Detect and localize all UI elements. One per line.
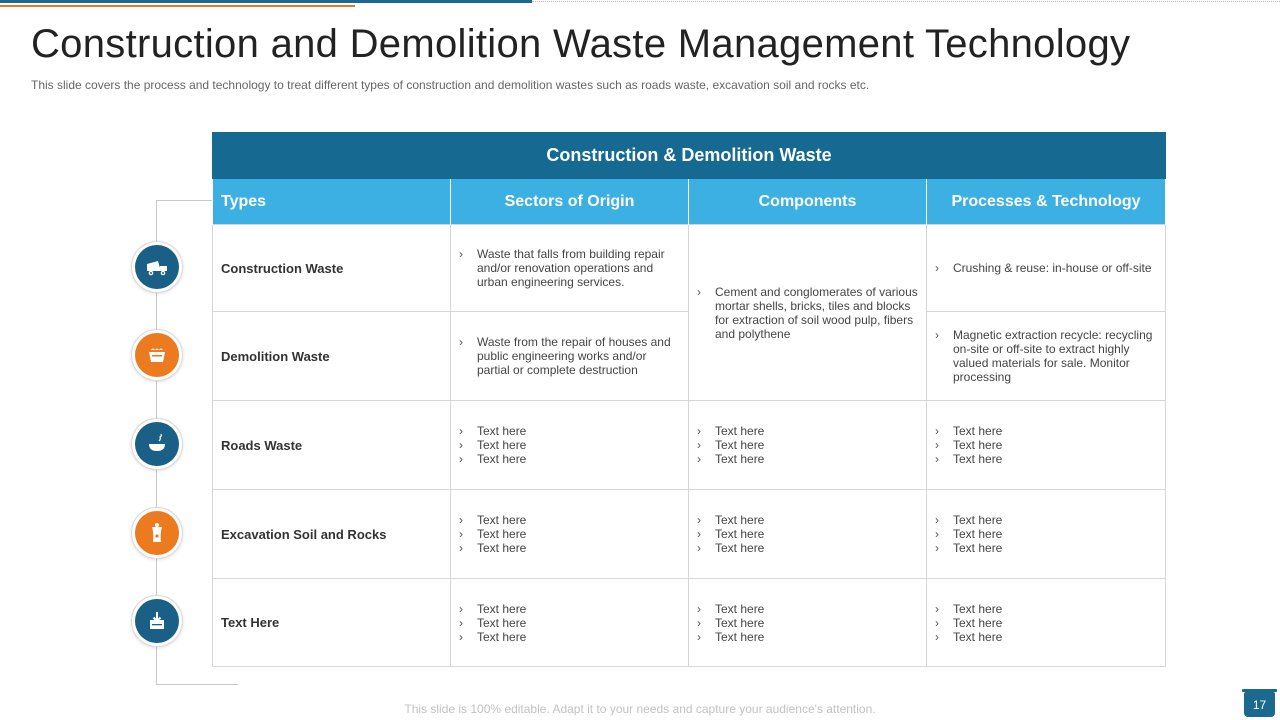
waste-container-icon: [135, 333, 179, 377]
table-row: [213, 490, 1166, 579]
type-cell: Roads Waste: [213, 401, 451, 490]
bullet-item: › Text here: [459, 513, 682, 527]
waste-management-table: [212, 132, 1166, 667]
bullet-item: › Text here: [459, 541, 682, 555]
process-cell: [927, 579, 1166, 667]
bullet-item: › Text here: [697, 424, 920, 438]
process-cell: [927, 312, 1166, 401]
bullet-item: › Text here: [459, 527, 682, 541]
origin-cell: [451, 225, 689, 312]
bullet-item: › Text here: [935, 452, 1159, 466]
roads-waste-icon-badge: [131, 418, 183, 470]
process-cell: [927, 401, 1166, 490]
download-box-icon: [135, 599, 179, 643]
bullet-item: › Text here: [697, 630, 920, 644]
column-header-components: Components: [689, 179, 927, 225]
process-cell: [927, 490, 1166, 579]
bullet-item: › Text here: [697, 602, 920, 616]
bullet-item: › Cement and conglomerates of various mortar shells, bricks, tiles and blocks for extraction of soil wood pulp, fibers and polythene: [697, 285, 920, 341]
bullet-item: › Magnetic extraction recycle: recycling on-site or off-site to extract highly valued materials for sale. Monitor processing: [935, 328, 1159, 384]
bullet-item: › Text here: [697, 513, 920, 527]
top-accent-dotted-line: [532, 1, 1280, 2]
bullet-item: › Text here: [697, 616, 920, 630]
bullet-item: › Text here: [935, 630, 1159, 644]
column-header-processes-technology: Processes & Technology: [927, 179, 1166, 225]
type-cell: Demolition Waste: [213, 312, 451, 401]
bullet-item: › Text here: [935, 541, 1159, 555]
column-header-sectors-of-origin: Sectors of Origin: [451, 179, 689, 225]
bullet-item: › Text here: [459, 424, 682, 438]
top-accent-blue-bar: [0, 0, 532, 3]
table-main-header: Construction & Demolition Waste: [213, 133, 1166, 179]
construction-waste-icon-badge: [131, 241, 183, 293]
type-cell: Construction Waste: [213, 225, 451, 312]
origin-cell: [451, 490, 689, 579]
top-accent-orange-bar: [0, 5, 355, 7]
bowl-steam-icon: [135, 422, 179, 466]
bullet-item: › Crushing & reuse: in-house or off-site: [935, 261, 1159, 275]
column-header-types: Types: [213, 179, 451, 225]
slide-title: Construction and Demolition Waste Management Technology: [31, 22, 1131, 66]
table-row: [213, 401, 1166, 490]
excavation-icon-badge: [131, 507, 183, 559]
bullet-item: › Text here: [935, 602, 1159, 616]
footer-note: This slide is 100% editable. Adapt it to your needs and capture your audience's attention.: [404, 702, 876, 716]
bullet-item: › Text here: [935, 438, 1159, 452]
bullet-item: › Text here: [935, 424, 1159, 438]
table-row: [213, 225, 1166, 312]
bullet-item: › Text here: [697, 452, 920, 466]
bullet-item: › Text here: [697, 527, 920, 541]
bullet-item: › Waste from the repair of houses and public engineering works and/or partial or complete destruction: [459, 335, 682, 377]
bullet-item: › Text here: [459, 438, 682, 452]
slide-subtitle: This slide covers the process and technology to treat different types of construction and demolition wastes such as roads waste, excavation soil and rocks etc.: [31, 78, 870, 92]
components-cell: [689, 490, 927, 579]
bullet-item: › Text here: [935, 616, 1159, 630]
bullet-item: › Text here: [459, 616, 682, 630]
bullet-item: › Text here: [459, 630, 682, 644]
shared-components-cell: [689, 225, 927, 401]
components-cell: [689, 401, 927, 490]
demolition-waste-icon-badge: [131, 329, 183, 381]
process-cell: [927, 225, 1166, 312]
text-here-icon-badge: [131, 595, 183, 647]
components-cell: [689, 579, 927, 667]
type-cell: Excavation Soil and Rocks: [213, 490, 451, 579]
bullet-item: › Text here: [935, 513, 1159, 527]
table-row: [213, 579, 1166, 667]
origin-cell: [451, 312, 689, 401]
bullet-item: › Waste that falls from building repair and/or renovation operations and urban engineering services.: [459, 247, 682, 289]
dump-truck-icon: [135, 245, 179, 289]
bullet-item: › Text here: [697, 541, 920, 555]
bullet-item: › Text here: [459, 602, 682, 616]
nuclear-plant-icon: [135, 511, 179, 555]
bullet-item: › Text here: [697, 438, 920, 452]
origin-cell: [451, 579, 689, 667]
origin-cell: [451, 401, 689, 490]
bullet-item: › Text here: [935, 527, 1159, 541]
type-cell: Text Here: [213, 579, 451, 667]
bullet-item: › Text here: [459, 452, 682, 466]
page-number-badge: 17: [1244, 692, 1275, 717]
